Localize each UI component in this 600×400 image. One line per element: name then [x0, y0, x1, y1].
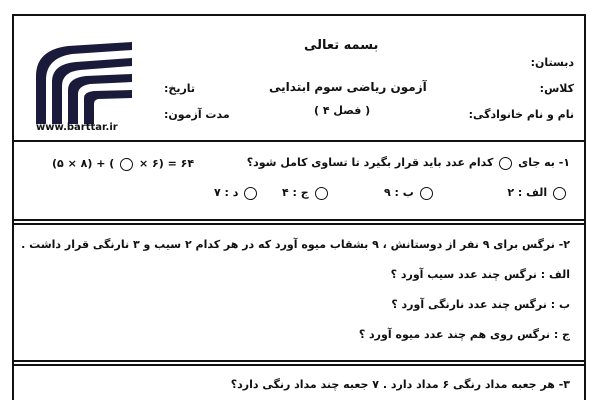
exam-title: آزمون ریاضی سوم ابتدایی: [269, 80, 427, 94]
option-c-label: ج : ۴: [282, 186, 309, 199]
question-1: [247, 156, 570, 170]
question-2: ۲- نرگس برای ۹ نفر از دوستانش ، ۹ بشقاب میوه آورد که در هر کدام ۲ سیب و ۳ نارنگی قرار داشت .: [21, 238, 570, 251]
chapter-label: ( فصل ۴ ): [314, 104, 371, 117]
option-d-label: د : ۷: [214, 186, 239, 199]
option-d-radio-icon[interactable]: [244, 187, 257, 200]
equation-left: (۵ × ۸) + (: [52, 157, 115, 170]
question-2-part-c: ج : نرگس روی هم چند عدد میوه آورد ؟: [358, 328, 570, 341]
name-label: نام و نام خانوادگی:: [468, 108, 574, 121]
option-a-label: الف : ۲: [507, 186, 548, 199]
question-2-part-b: ب : نرگس چند عدد نارنگی آورد ؟: [391, 298, 570, 311]
exam-header: [14, 16, 584, 142]
section-divider: [14, 360, 584, 366]
option-a[interactable]: [507, 186, 568, 200]
logo-icon: [28, 36, 138, 128]
blank-circle-icon: [120, 158, 133, 171]
option-a-radio-icon[interactable]: [553, 187, 566, 200]
option-b-radio-icon[interactable]: [420, 187, 433, 200]
question-2-part-a: الف : نرگس چند عدد سیب آورد ؟: [390, 268, 570, 281]
section-divider: [14, 219, 584, 225]
option-d[interactable]: [214, 186, 259, 200]
question-3: ۳- هر جعبه مداد رنگی ۶ مداد دارد . ۷ جعبه چند مداد رنگی دارد؟: [230, 378, 570, 391]
option-b-label: ب : ۹: [384, 186, 414, 199]
school-label: دبستان:: [530, 56, 574, 69]
blank-circle-icon: [499, 157, 512, 170]
website-url: www.barttar.ir: [36, 122, 118, 133]
equation-mid: × ۶) = ۶۴: [138, 157, 195, 170]
option-c[interactable]: [282, 186, 330, 200]
class-label: کلاس:: [539, 82, 574, 95]
option-b[interactable]: [384, 186, 435, 200]
question-1-equation: [52, 157, 194, 171]
duration-label: مدت آزمون:: [164, 108, 230, 121]
question-1-text-after: کدام عدد باید قرار بگیرد تا تساوی کامل شود؟: [246, 156, 494, 169]
option-c-radio-icon[interactable]: [315, 187, 328, 200]
page-title: بسمه تعالی: [304, 38, 379, 53]
exam-sheet: [12, 14, 586, 400]
date-label: تاریخ:: [164, 82, 196, 95]
question-1-text-before: ۱- به جای: [518, 156, 570, 169]
